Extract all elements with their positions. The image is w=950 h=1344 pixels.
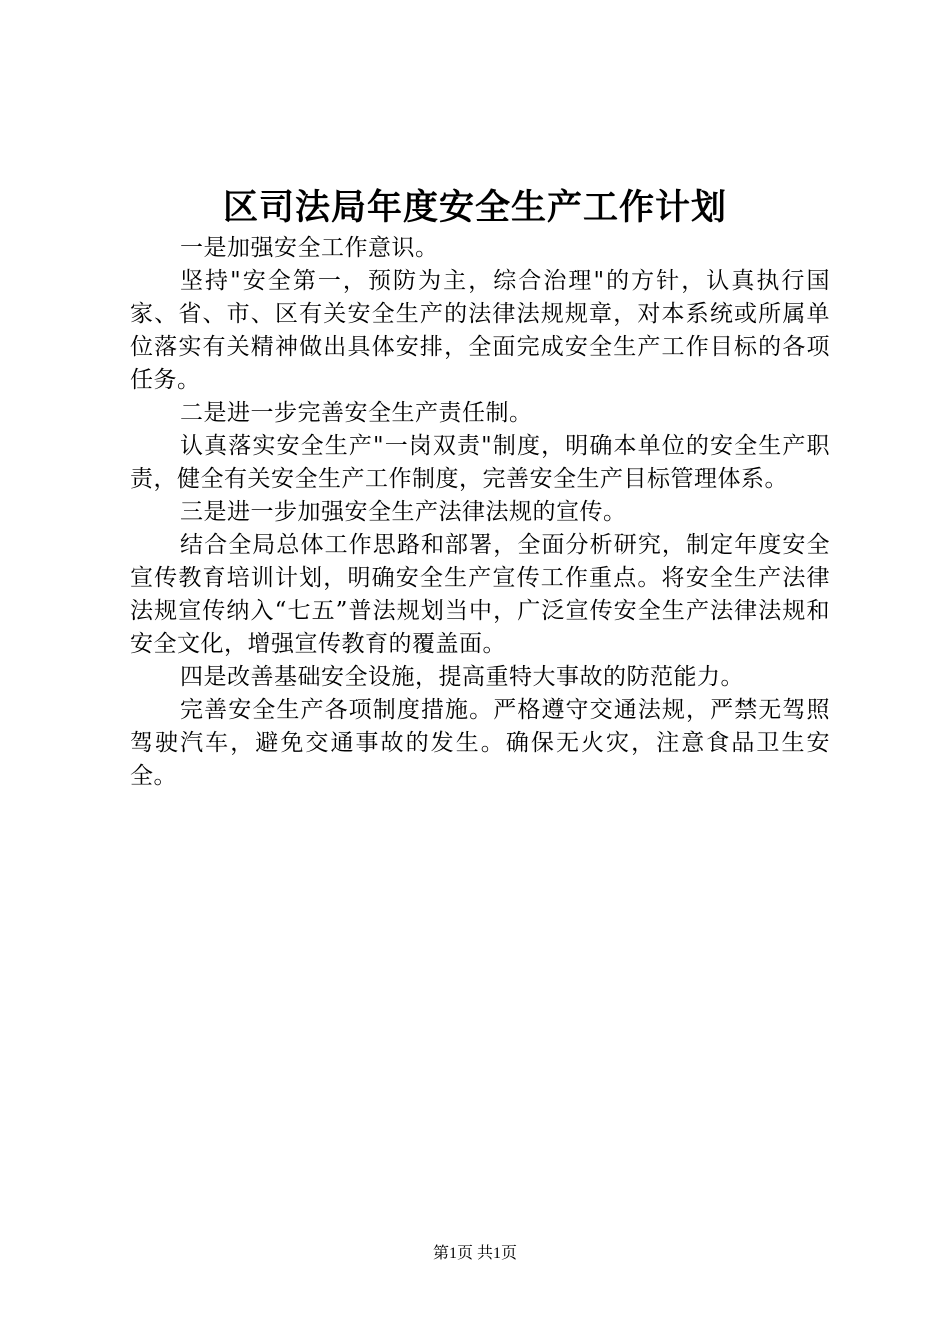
body-paragraph-3: 结合全局总体工作思路和部署，全面分析研究，制定年度安全宣传教育培训计划，明确安全生产宣传工作重点。将安全生产法律法规宣传纳入“七五”普法规划当中，广泛宣传安全生产法律法规和安全文化，增强宣传教育的覆盖面。 [130, 532, 830, 657]
section-heading-2: 二是进一步完善安全生产责任制。 [180, 400, 533, 426]
body-paragraph-1: 坚持"安全第一，预防为主，综合治理"的方针，认真执行国家、省、市、区有关安全生产的法律法规规章，对本系统或所属单位落实有关精神做出具体安排，全面完成安全生产工作目标的各项任务。 [130, 268, 830, 393]
document-body [130, 232, 830, 793]
page-number-footer: 第1页 共1页 [432, 1245, 517, 1262]
section-heading-4: 四是改善基础安全设施，提高重特大事故的防范能力。 [180, 664, 744, 690]
body-paragraph-4: 完善安全生产各项制度措施。严格遵守交通法规，严禁无驾照驾驶汽车，避免交通事故的发生。确保无火灾，注意食品卫生安全。 [130, 697, 830, 789]
section-heading-1: 一是加强安全工作意识。 [180, 235, 439, 261]
section-heading-3: 三是进一步加强安全生产法律法规的宣传。 [180, 499, 627, 525]
body-paragraph-2: 认真落实安全生产"一岗双责"制度，明确本单位的安全生产职责，健全有关安全生产工作制度，完善安全生产目标管理体系。 [130, 433, 830, 492]
document-title: 区司法局年度安全生产工作计划 [222, 188, 727, 228]
